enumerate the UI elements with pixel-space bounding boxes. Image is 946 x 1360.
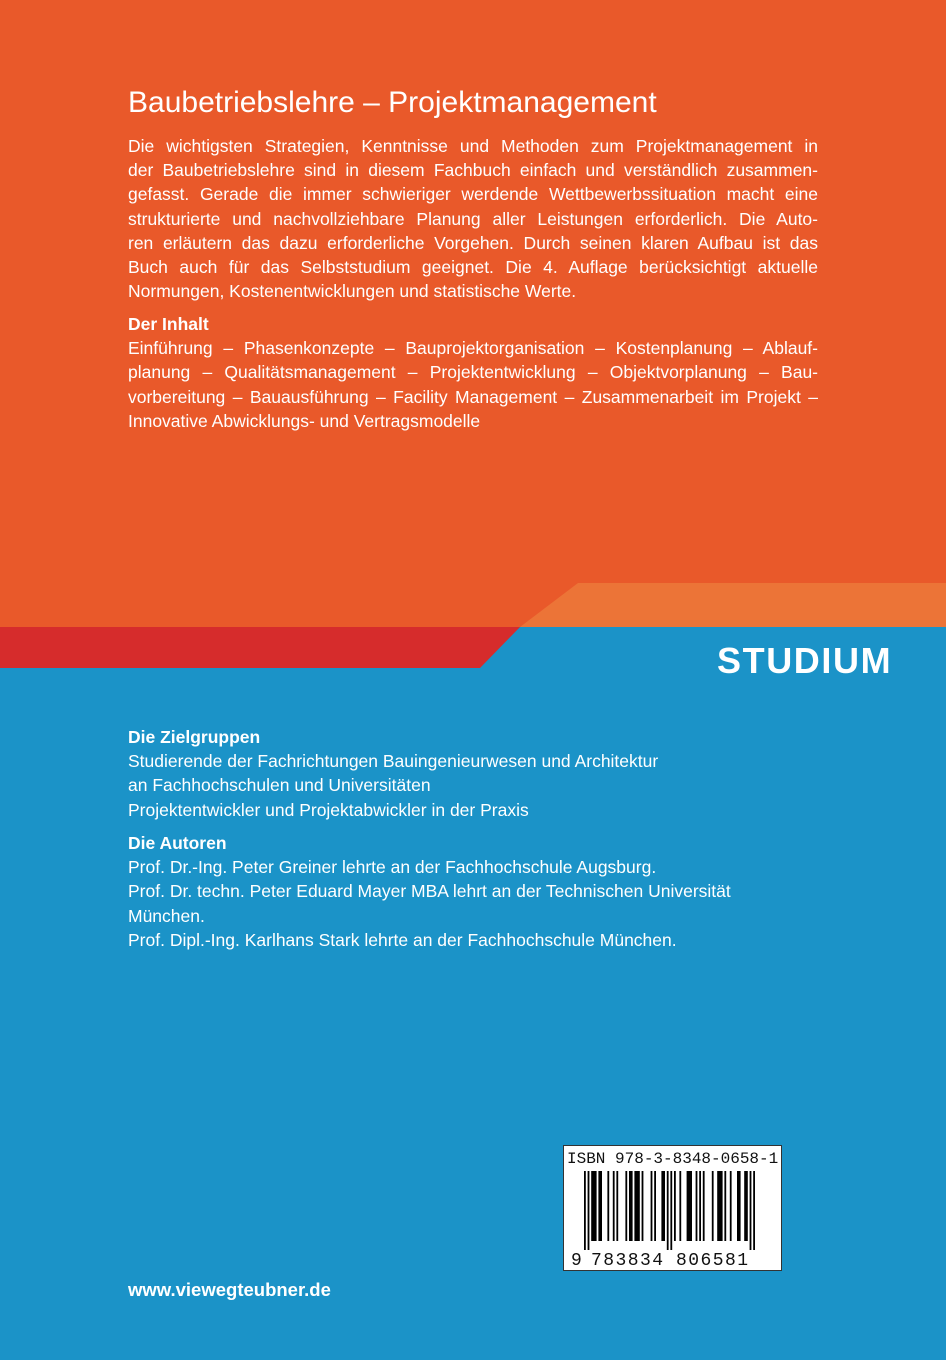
audience-line: Studierende der Fachrichtungen Bauingenieurwesen und Architektur — [128, 750, 659, 771]
isbn-label: ISBN 978-3-8348-0658-1 — [567, 1150, 779, 1168]
description-line: Die wichtigsten Strategien, Kenntnisse und Methoden zum Projektmanagement in — [128, 135, 818, 156]
barcode-bar — [724, 1171, 726, 1241]
barcode-bar — [654, 1171, 656, 1241]
barcode-bar — [717, 1171, 722, 1241]
light-orange-stripe — [520, 583, 946, 627]
barcode-bar — [625, 1171, 627, 1241]
barcode-bar — [750, 1171, 752, 1250]
contents-line: planung – Qualitätsmanagement – Projektentwicklung – Objektvorplanung – Bau- — [128, 362, 818, 383]
barcode-bar — [584, 1171, 586, 1250]
contents-line: Innovative Abwicklungs- und Vertragsmodelle — [128, 410, 481, 431]
barcode-bar — [699, 1171, 701, 1241]
contents-line: vorbereitung – Bauausführung – Facility Management – Zusammenarbeit im Projekt – — [128, 386, 818, 407]
barcode-bars — [584, 1171, 755, 1250]
red-stripe — [0, 627, 520, 668]
author-line: Prof. Dr. techn. Peter Eduard Mayer MBA lehrt an der Technischen Universität — [128, 881, 731, 902]
barcode-bar — [679, 1171, 681, 1241]
barcode — [564, 1146, 783, 1272]
contents-line: Einführung – Phasenkonzepte – Bauprojektorganisation – Kostenplanung – Ablauf- — [128, 337, 818, 358]
author-line: Prof. Dr.-Ing. Peter Greiner lehrte an der Fachhochschule Augsburg. — [128, 856, 657, 877]
audience-line: an Fachhochschulen und Universitäten — [128, 775, 431, 796]
description-line: Normungen, Kostenentwicklungen und statistische Werte. — [128, 281, 577, 302]
audience-heading: Die Zielgruppen — [128, 726, 261, 747]
barcode-bar — [591, 1171, 596, 1241]
audience-section — [128, 725, 818, 822]
description-line: der Baubetriebslehre sind in diesem Fachbuch einfach und verständlich zusammen- — [128, 159, 818, 180]
barcode-bar — [661, 1171, 665, 1241]
series-label: STUDIUM — [717, 640, 893, 681]
contents-heading: Der Inhalt — [128, 313, 209, 334]
barcode-right-digits: 806581 — [676, 1251, 748, 1271]
barcode-bar — [753, 1171, 755, 1250]
publisher-website: www.viewegteubner.de — [128, 1279, 331, 1300]
authors-section — [128, 831, 818, 952]
barcode-bar — [737, 1171, 741, 1241]
isbn-barcode-box — [563, 1145, 782, 1271]
barcode-bar — [674, 1171, 676, 1241]
description-line: strukturierte und nachvollziehbare Planung aller Leistungen erforderlich. Die Auto- — [128, 208, 818, 229]
barcode-bar — [616, 1171, 618, 1241]
author-line: München. — [128, 905, 205, 926]
description — [128, 134, 818, 304]
barcode-bar — [651, 1171, 653, 1241]
barcode-bar — [629, 1171, 633, 1241]
barcode-bar — [598, 1171, 602, 1241]
barcode-left-digits: 783834 — [591, 1251, 663, 1271]
barcode-bar — [730, 1171, 732, 1241]
barcode-bar — [588, 1171, 590, 1250]
authors-heading: Die Autoren — [128, 832, 227, 853]
barcode-bar — [670, 1171, 672, 1250]
description-line: Buch auch für das Selbststudium geeignet. Die 4. Auflage berücksichtigt aktuelle — [128, 257, 818, 278]
barcode-bar — [607, 1171, 609, 1241]
barcode-bar — [613, 1171, 615, 1241]
barcode-lead-digit: 9 — [571, 1251, 582, 1271]
barcode-bar — [703, 1171, 705, 1241]
barcode-bar — [642, 1171, 644, 1241]
description-line: ren erläutern das dazu erforderliche Vorgehen. Durch seinen klaren Aufbau ist das — [128, 232, 818, 253]
barcode-bar — [634, 1171, 639, 1241]
contents-section — [128, 312, 818, 433]
book-title: Baubetriebslehre – Projektmanagement — [128, 86, 657, 119]
barcode-bar — [687, 1171, 692, 1241]
barcode-bar — [712, 1171, 714, 1241]
author-line: Prof. Dipl.-Ing. Karlhans Stark lehrte an der Fachhochschule München. — [128, 929, 677, 950]
audience-line: Projektentwickler und Projektabwickler in der Praxis — [128, 799, 529, 820]
barcode-bar — [696, 1171, 698, 1241]
description-line: gefasst. Gerade die immer schwieriger werdende Wettbewerbssituation macht eine — [128, 184, 818, 205]
barcode-bar — [667, 1171, 669, 1250]
barcode-bar — [744, 1171, 748, 1241]
